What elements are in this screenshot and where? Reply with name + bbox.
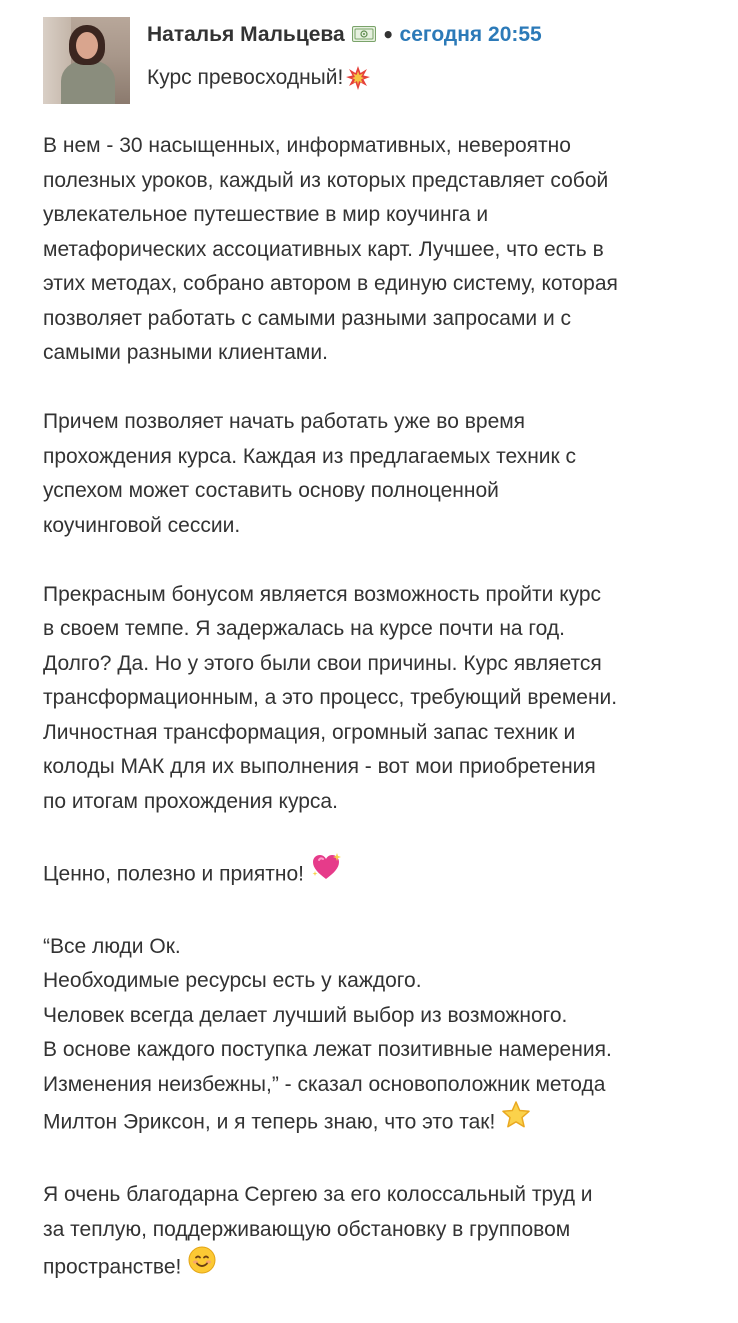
header-separator: • <box>381 23 395 47</box>
money-banknote-icon <box>352 26 376 42</box>
collision-emoji-icon <box>345 65 371 91</box>
review-body <box>43 129 713 1323</box>
text-line: Я очень благодарна Сергею за его колоссальный труд и <box>43 1183 593 1206</box>
text-line-with-emoji <box>43 854 713 896</box>
text-line: В нем - 30 насыщенных, информативных, невероятно <box>43 134 571 157</box>
text-line: Изменения неизбежны,” - сказал основоположник метода <box>43 1072 606 1096</box>
review-title-text: Курс превосходный! <box>147 66 344 89</box>
review-paragraph-4 <box>43 854 713 896</box>
text-line: полезных уроков, каждый из которых представляет собой <box>43 168 609 192</box>
text-line: в своем темпе. Я задержалась на курсе почти на год. <box>43 617 565 640</box>
text-line: В основе каждого поступка лежат позитивные намерения. <box>43 1038 612 1061</box>
text-line: метафорических ассоциативных карт. Лучшее, что есть в <box>43 237 604 261</box>
text-line: за теплую, поддерживающую обстановку в групповом <box>43 1217 571 1241</box>
avatar[interactable] <box>43 17 130 104</box>
sparkling-heart-emoji-icon <box>310 852 342 894</box>
text-line: прохождения курса. Каждая из предлагаемых техник с <box>43 444 577 468</box>
text-line: самыми разными клиентами. <box>43 341 328 364</box>
text-line: успехом может составить основу полноценной <box>43 479 499 502</box>
text-line: Долго? Да. Но у этого были свои причины. Курс является <box>43 651 602 675</box>
review-paragraph-2 <box>43 405 713 543</box>
star-emoji-icon <box>501 1100 531 1142</box>
review-title <box>147 65 371 91</box>
text-line: Милтон Эриксон, и я теперь знаю, что это так! <box>43 1110 496 1134</box>
text-line: коучинговой сессии. <box>43 513 241 537</box>
text-line: Необходимые ресурсы есть у каждого. <box>43 969 422 992</box>
author-name[interactable]: Наталья Мальцева <box>147 23 345 46</box>
review-header <box>147 20 542 50</box>
text-line: пространстве! <box>43 1255 182 1279</box>
review-paragraph-1 <box>43 129 713 371</box>
text-line: позволяет работать с самыми разными запросами и с <box>43 306 572 330</box>
text-line-with-emoji <box>43 1247 713 1289</box>
review-paragraph-3 <box>43 578 713 820</box>
smiling-face-emoji-icon <box>187 1245 217 1287</box>
text-line: этих методах, собрано автором в единую систему, которая <box>43 272 618 295</box>
text-line: по итогам прохождения курса. <box>43 789 338 813</box>
text-line: колоды МАК для их выполнения - вот мои приобретения <box>43 755 596 778</box>
text-line: Личностная трансформация, огромный запас техник и <box>43 720 576 744</box>
text-line-with-emoji <box>43 1102 713 1144</box>
text-line: трансформационным, а это процесс, требующий времени. <box>43 686 618 709</box>
review-paragraph-5 <box>43 930 713 1144</box>
review-paragraph-6 <box>43 1178 713 1289</box>
review-timestamp[interactable]: сегодня 20:55 <box>399 23 542 46</box>
text-line: Прекрасным бонусом является возможность пройти курс <box>43 582 602 606</box>
text-line: “Все люди Ок. <box>43 934 181 958</box>
text-line: Причем позволяет начать работать уже во время <box>43 410 526 433</box>
text-line: увлекательное путешествие в мир коучинга и <box>43 203 489 226</box>
text-line: Человек всегда делает лучший выбор из возможного. <box>43 1003 568 1027</box>
text-line: Ценно, полезно и приятно! <box>43 861 305 885</box>
